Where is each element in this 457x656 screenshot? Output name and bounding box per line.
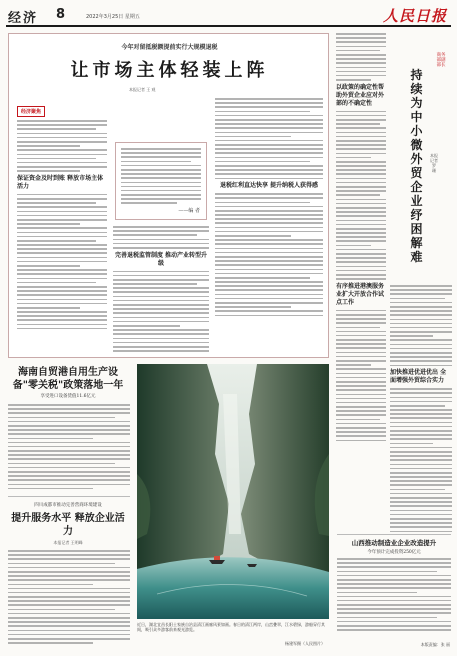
body-text <box>337 558 451 631</box>
lead-column-2 <box>113 226 209 353</box>
story3-kicker: 四川成都市推动完善营商环境建设 <box>34 503 102 508</box>
story4-headline: 山西推动制造业企业改造提升 <box>351 539 437 547</box>
story3-byline: 本报记者 王明峰 <box>53 540 83 545</box>
story2-subheadline: 享受进口设备货值11.6亿元 <box>40 394 96 399</box>
divider <box>8 496 130 497</box>
body-text <box>113 226 209 249</box>
story3-headline: 提升服务水平 释放企业活力 <box>11 513 125 537</box>
right-subhead-3: 加快推进优进优出 全面增强外贸综合实力 <box>390 369 447 385</box>
body-text <box>215 193 323 316</box>
editor-note-sign: ——编 者 <box>178 208 200 214</box>
lead-subhead-2: 完善退税监管制度 推动产业转型升级 <box>114 251 208 267</box>
lead-subhead-3: 退税红利直达快享 提升纳税人获得感 <box>219 182 319 190</box>
story3-body <box>8 550 130 650</box>
section-title: 经济 <box>8 11 39 26</box>
right-kicker: 商务部副部长 <box>436 53 446 68</box>
body-text <box>336 310 386 441</box>
body-text <box>390 285 452 366</box>
page-number: 8 <box>56 7 66 22</box>
right-subhead-2: 有序推进港澳服务业扩大开放合作试点工作 <box>336 282 385 306</box>
photo-caption: 近日，湖北宜昌长阳土家族自治县清江画廊风景如画。春日的清江两岸，山峦叠翠，江水碧绿，游船穿行其间，吸引众多游客前来观光游览。 <box>137 622 325 632</box>
lead-headline: 让市场主体轻装上阵 <box>70 60 269 81</box>
body-text <box>8 550 130 644</box>
body-text <box>17 120 107 172</box>
body-text <box>336 111 386 280</box>
photo-credit: 杨建军摄（人民图片） <box>285 641 325 646</box>
lead-subhead-1: 保证资金及时到账 释放市场主体活力 <box>17 174 104 190</box>
editor-note-box <box>115 142 207 220</box>
story2-headline: 海南自贸港自用生产设备"零关税"政策落地一年 <box>12 367 124 391</box>
right-story-column-1 <box>336 33 386 533</box>
story4-body <box>337 558 451 638</box>
lead-kicker: 今年对留抵税额提前实行大规模退税 <box>121 44 218 51</box>
body-text <box>215 98 323 179</box>
newspaper-logo: 人民日报 <box>382 7 447 25</box>
right-byline: 本报记者 罗 珊 <box>430 153 438 173</box>
lead-column-1 <box>17 98 107 353</box>
body-text <box>336 33 386 81</box>
page-masthead <box>6 5 451 27</box>
right-story-column-2 <box>390 285 452 533</box>
right-subhead-1: 以政策的确定性帮助外贸企业应对外部的不确定性 <box>336 83 385 107</box>
divider <box>337 534 451 535</box>
right-story-header <box>388 33 453 280</box>
body-text <box>390 388 452 533</box>
lead-tag: 经济聚焦 <box>17 106 45 117</box>
body-text <box>113 271 209 353</box>
lead-story <box>8 33 329 358</box>
page-footer: 本版责编：张 丽 <box>420 642 450 647</box>
river-gorge-illustration <box>137 364 329 619</box>
body-text <box>17 194 107 330</box>
right-headline: 持续为中小微外贸企业纾困解难 <box>410 68 423 264</box>
story4-subheadline: 今年预计完成投资250亿元 <box>367 550 421 555</box>
lead-byline: 本报记者 王 观 <box>129 87 156 92</box>
body-text <box>121 148 201 204</box>
story2-body <box>8 404 130 492</box>
issue-date: 2022年3月25日 星期五 <box>86 14 140 20</box>
feature-photo <box>137 364 329 619</box>
lead-column-3 <box>215 98 323 353</box>
body-text <box>8 404 130 489</box>
